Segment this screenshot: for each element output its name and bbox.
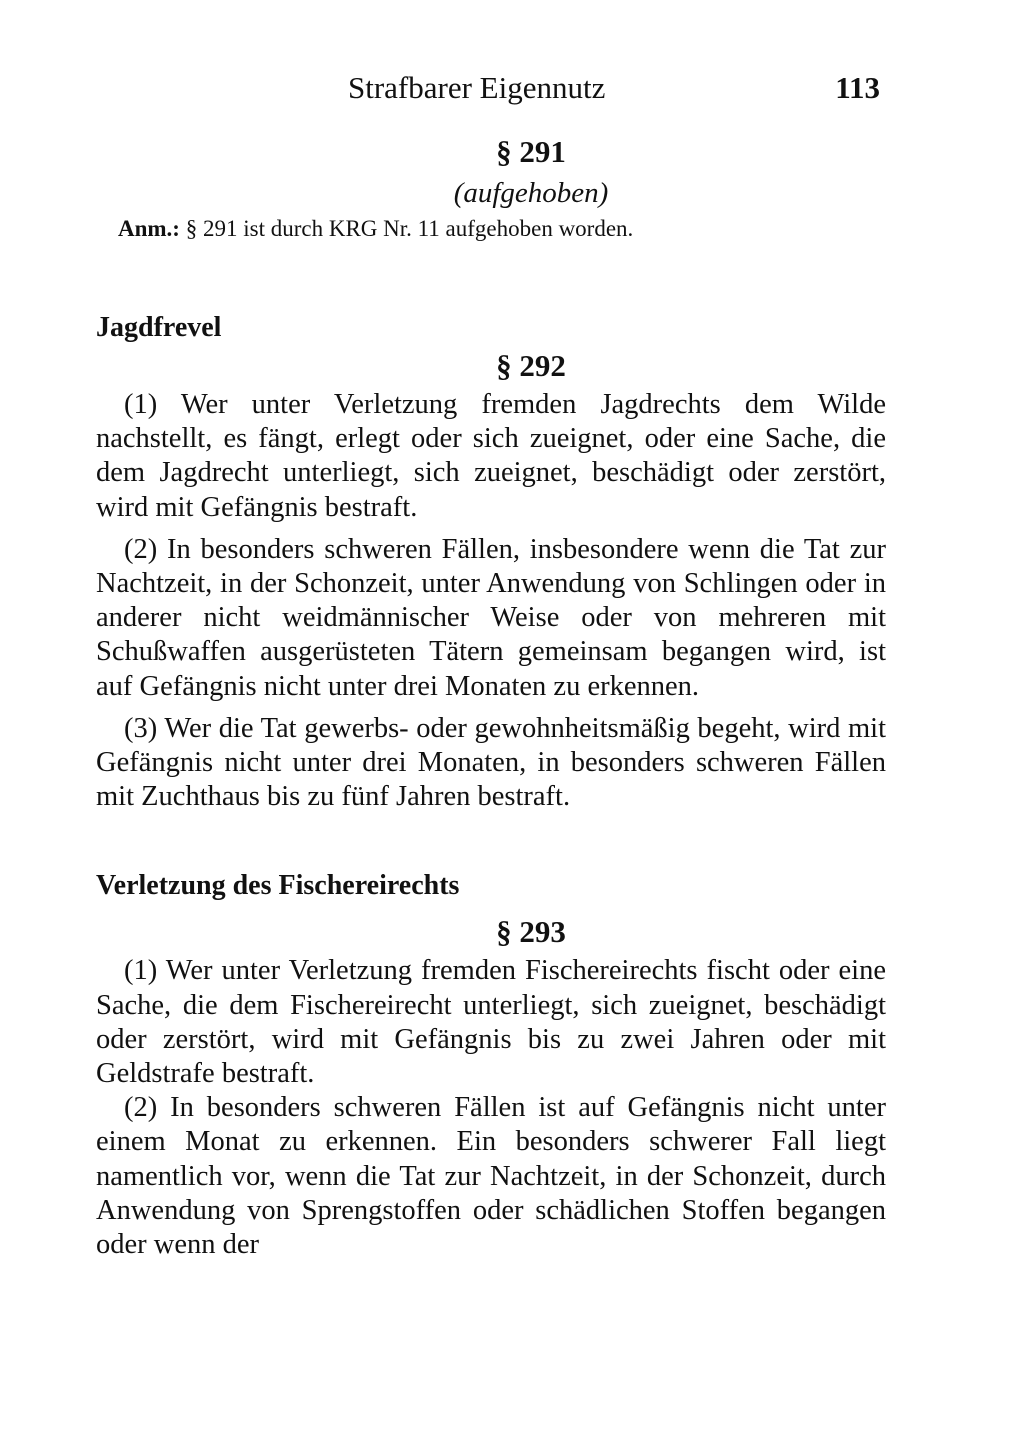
note-label: Anm.:: [118, 216, 180, 241]
section-292-heading: Jagdfrevel: [96, 312, 222, 343]
note-text: § 291 ist durch KRG Nr. 11 aufgehoben worden.: [185, 216, 634, 241]
section-292-number: § 292: [496, 348, 566, 383]
page-number: 113: [835, 70, 880, 105]
section-293-body: [96, 954, 886, 1262]
section-292-paragraph-3: (3) Wer die Tat gewerbs- oder gewohnheitsmäßig begeht, wird mit Gefängnis nicht unter drei Monaten, in besonders schweren Fällen mit Zuchthaus bis zu fünf Jahren bestraft.: [96, 712, 886, 813]
section-292-paragraph-2: (2) In besonders schweren Fällen, insbesondere wenn die Tat zur Nachtzeit, in der Schonzeit, unter Anwendung von Schlingen oder in anderer nicht weidmännischer Weise oder von mehreren mit Schußwaffen ausgerüsteten Tätern gemeinsam begangen wird, ist auf Gefängnis nicht unter drei Monaten zu erkennen.: [96, 533, 886, 702]
section-292-body: [96, 388, 886, 814]
section-292-paragraph-1: (1) Wer unter Verletzung fremden Jagdrechts dem Wilde nachstellt, es fängt, erlegt oder sich zueignet, oder eine Sache, die dem Jagdrecht unterliegt, sich zueignet, beschädigt oder zerstört, wird mit Gefängnis bestraft.: [96, 389, 886, 523]
section-293-paragraph-1: (1) Wer unter Verletzung fremden Fischereirechts fischt oder eine Sache, die dem Fischereirecht unterliegt, sich zueignet, beschädigt oder zerstört, wird mit Gefängnis bis zu zwei Jahren oder mit Geldstrafe bestraft.: [96, 955, 886, 1090]
book-page: [96, 58, 886, 1262]
section-291-status: (aufgehoben): [453, 177, 609, 209]
section-293-number: § 293: [496, 914, 566, 950]
running-header: [96, 58, 886, 118]
section-291-note: [118, 212, 886, 246]
section-293-heading: Verletzung des Fischereirechts: [96, 870, 460, 902]
section-291-number: § 291: [496, 134, 566, 169]
section-293-paragraph-2: (2) In besonders schweren Fällen ist auf Gefängnis nicht unter einem Monat zu erkennen. Ein besonders schwerer Fall liegt namentlich vor, wenn die Tat zur Nachtzeit, in der Schonzeit, durch Anwendung von Sprengstoffen oder schädlichen Stoffen begangen oder wenn der: [96, 1092, 886, 1261]
running-title: Strafbarer Eigennutz: [348, 70, 606, 105]
